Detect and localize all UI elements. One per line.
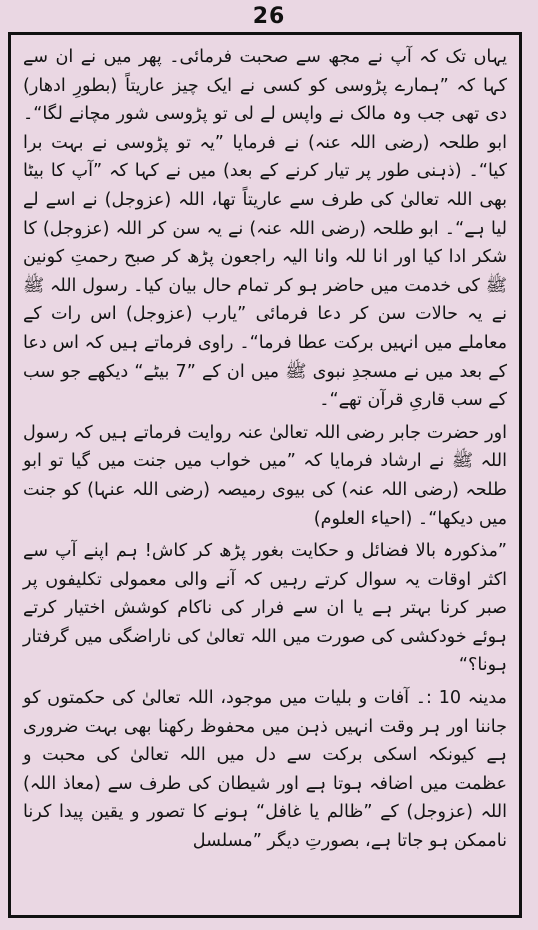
paragraph-reflection: ”مذکورہ بالا فضائل و حکایت بغور پڑھ کر کاش! ہم اپنے آپ سے اکثر اوقات یہ سوال کرتے رہیں کہ آنے والی معمولی تکلیفوں پر صبر کرنا بہتر ہے یا ان سے فرار کی ناکام کوشش اختیار کرتے ہوئے خودکشی کی صورت میں اللہ تعالیٰ کی ناراضگی میں گرفتار ہونا؟“ bbox=[23, 541, 507, 676]
paragraph-hadith: اور حضرت جابر رضی اللہ تعالیٰ عنہ روایت فرماتے ہیں کہ رسول اللہ ﷺ نے ارشاد فرمایا کہ ”میں خواب میں جنت میں گیا تو ابو طلحہ (رضی اللہ عنہ) کی بیوی رمیصہ (رضی اللہ عنہا) کو جنت میں دیکھا“۔ (احیاء العلوم) bbox=[23, 422, 507, 529]
paragraph-story: یہاں تک کہ آپ نے مجھ سے صحبت فرمائی۔ پھر میں نے ان سے کہا کہ ”ہمارے پڑوسی کو کسی نے ایک چیز عاریتاً (بطورِ ادھار) دی تھی جب وہ مالک نے واپس لے لی تو پڑوسی شور مچانے لگا“۔ ابو طلحہ (رضی اللہ عنہ) نے فرمایا ”یہ تو پڑوسی نے بہت برا کیا“۔ (ذہنی طور پر تیار کرنے کے بعد) میں نے کہا کہ ”آپ کا بیٹا بھی اللہ تعالیٰ کی طرف سے عاریتاً تھا، اللہ (عزوجل) نے اسے لے لیا ہے“۔ ابو طلحہ (رضی اللہ عنہ) نے یہ سن کر اللہ (عزوجل) کا شکر ادا کیا اور انا للہ وانا الیہ راجعون پڑھ کر صبح رحمتِ کونین ﷺ کی خدمت میں حاضر ہو کر تمام حال بیان کیا۔ رسول اللہ ﷺ نے یہ حالات سن کر دعا فرمائی ”یارب (عزوجل) اس رات کے معاملے میں انہیں برکت عطا فرما“۔ راوی فرماتے ہیں کہ اس دعا کے بعد میں نے مسجدِ نبوی ﷺ میں ان کے ”7 بیٹے“ دیکھے جو سب کے سب قاریِ قرآن تھے“۔ bbox=[23, 47, 507, 411]
page-text bbox=[23, 43, 507, 856]
page-number: 26 bbox=[252, 4, 286, 29]
paragraph-madina-10: مدینہ 10 :۔ آفات و بلیات میں موجود، اللہ تعالیٰ کی حکمتوں کو جاننا اور ہر وقت انہیں ذہن میں محفوظ رکھنا بھی بہت ضروری ہے کیونکہ اسکی برکت سے دل میں اللہ تعالیٰ کی محبت و عظمت میں اضافہ ہوتا ہے اور شیطان کی طرف سے (معاذ اللہ) اللہ (عزوجل) کے ”ظالم یا غافل“ ہونے کا تصور و یقین پیدا کرنا ناممکن ہو جاتا ہے، بصورتِ دیگر ”مسلسل bbox=[23, 688, 507, 852]
text-frame bbox=[8, 32, 522, 918]
